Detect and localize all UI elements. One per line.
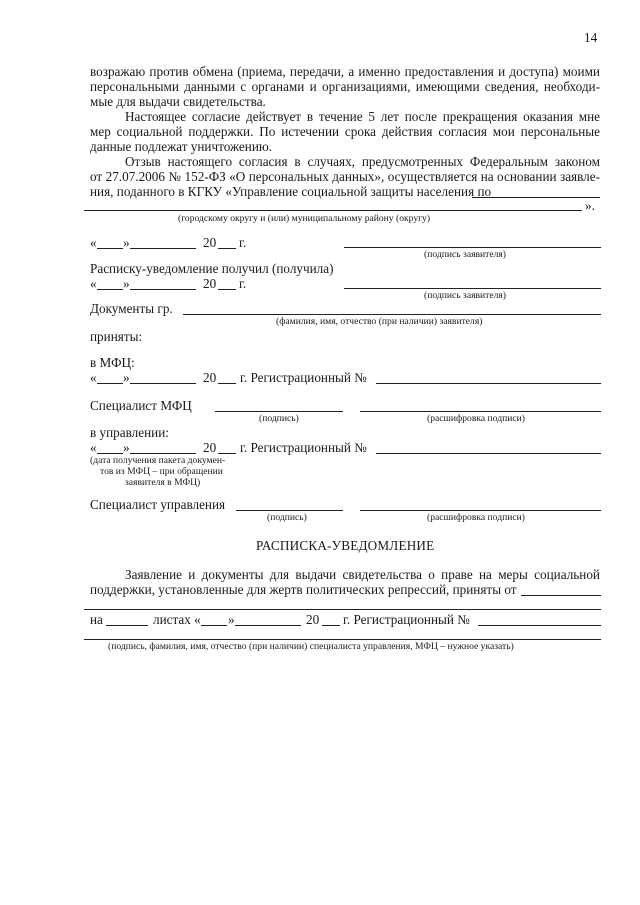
date-month-field[interactable] xyxy=(130,289,196,290)
consent-paragraph-line: мые для выдачи свидетельства. xyxy=(90,94,266,109)
reg-number-label: г. Регистрационный № xyxy=(343,612,470,627)
year-suffix: г. xyxy=(239,276,247,291)
year-prefix: 20 xyxy=(306,612,320,627)
consent-paragraph-line: персональными данными с органами и организациями, имеющими сведения, необходи- xyxy=(90,79,600,94)
sheets-label: листах « xyxy=(153,612,201,627)
department-specialist-signature-field[interactable] xyxy=(236,510,343,511)
page-number: 14 xyxy=(584,30,598,45)
signature-decode-caption: (расшифровка подписи) xyxy=(427,512,525,523)
reg-number-label: г. Регистрационный № xyxy=(240,370,367,385)
closing-quote: ». xyxy=(585,198,595,213)
applicant-signature-caption: (подпись заявителя) xyxy=(424,249,507,260)
date-quote-close: » xyxy=(123,235,130,250)
applicant-signature-field[interactable] xyxy=(344,288,601,289)
mfc-reg-number-field[interactable] xyxy=(376,383,601,384)
date-month-field[interactable] xyxy=(130,383,196,384)
department-label: в управлении: xyxy=(90,425,169,440)
date-day-field[interactable] xyxy=(201,625,227,626)
date-quote-open: « xyxy=(90,440,97,455)
district-name-field[interactable] xyxy=(84,210,582,211)
year-prefix: 20 xyxy=(203,276,217,291)
date-quote-open: « xyxy=(90,235,97,250)
date-quote-close: » xyxy=(123,276,130,291)
final-caption: (подпись, фамилия, имя, отчество (при наличии) специалиста управления, МФЦ – нужное указать) xyxy=(108,641,514,652)
date-year-field[interactable] xyxy=(218,383,236,384)
accepted-label: приняты: xyxy=(90,329,143,344)
date-year-field[interactable] xyxy=(322,625,340,626)
applicant-signature-caption: (подпись заявителя) xyxy=(424,290,507,301)
receipt-title: РАСПИСКА-УВЕДОМЛЕНИЕ xyxy=(256,538,435,553)
mfc-specialist-signature-field[interactable] xyxy=(215,411,343,412)
mfc-specialist-label: Специалист МФЦ xyxy=(90,398,192,413)
date-quote-open: « xyxy=(90,370,97,385)
date-quote-close: » xyxy=(228,612,235,627)
signature-caption: (подпись) xyxy=(267,512,307,523)
department-name-field[interactable] xyxy=(472,197,600,198)
receipt-text-line: Заявление и документы для выдачи свидетельства о праве на меры социальной xyxy=(125,567,600,582)
applicant-fio-field[interactable] xyxy=(183,314,601,315)
date-day-field[interactable] xyxy=(97,248,123,249)
signature-decode-caption: (расшифровка подписи) xyxy=(427,413,525,424)
year-prefix: 20 xyxy=(203,235,217,250)
consent-paragraph-line: возражаю против обмена (приема, передачи, а именно предоставления и доступа) моими xyxy=(90,64,600,79)
receipt-text-line: поддержки, установленные для жертв политических репрессий, приняты от xyxy=(90,582,517,597)
date-month-field[interactable] xyxy=(235,625,301,626)
applicant-fio-caption: (фамилия, имя, отчество (при наличии) заявителя) xyxy=(276,316,483,327)
date-month-field[interactable] xyxy=(130,248,196,249)
year-prefix: 20 xyxy=(203,370,217,385)
date-year-field[interactable] xyxy=(218,248,236,249)
package-date-note-line: (дата получения пакета докумен- xyxy=(90,455,226,466)
revocation-paragraph-line: Отзыв настоящего согласия в случаях, предусмотренных Федеральным законом xyxy=(125,154,600,169)
receipt-received-label: Расписку-уведомление получил (получила) xyxy=(90,261,334,276)
received-from-field-line2[interactable] xyxy=(84,609,601,610)
validity-paragraph-line: Настоящее согласие действует в течение 5 лет после прекращения оказания мне xyxy=(125,109,600,124)
year-prefix: 20 xyxy=(203,440,217,455)
signature-caption: (подпись) xyxy=(259,413,299,424)
package-date-note-line: тов из МФЦ – при обращении xyxy=(100,466,223,477)
date-quote-open: « xyxy=(90,276,97,291)
date-year-field[interactable] xyxy=(218,453,236,454)
sheets-count-field[interactable] xyxy=(106,625,148,626)
specialist-signature-field[interactable] xyxy=(84,639,601,640)
package-date-note-line: заявителя в МФЦ) xyxy=(125,477,201,488)
mfc-specialist-decode-field[interactable] xyxy=(360,411,601,412)
validity-paragraph-line: мер социальной поддержки. По истечении срока действия согласия мои персональные xyxy=(90,124,600,139)
reg-number-label: г. Регистрационный № xyxy=(240,440,367,455)
received-from-field[interactable] xyxy=(521,595,601,596)
date-day-field[interactable] xyxy=(97,289,123,290)
documents-label: Документы гр. xyxy=(90,301,173,316)
validity-paragraph-line: данные подлежат уничтожению. xyxy=(90,139,273,154)
revocation-paragraph-line: от 27.07.2006 № 152-ФЗ «О персональных данных», осуществляется на основании заявле- xyxy=(90,169,600,184)
on-label: на xyxy=(90,612,103,627)
date-year-field[interactable] xyxy=(218,289,236,290)
date-day-field[interactable] xyxy=(97,383,123,384)
district-caption: (городскому округу и (или) муниципальному району (округу) xyxy=(178,213,431,224)
receipt-reg-number-field[interactable] xyxy=(478,625,601,626)
department-reg-number-field[interactable] xyxy=(376,453,601,454)
date-quote-close: » xyxy=(123,440,130,455)
date-day-field[interactable] xyxy=(97,453,123,454)
date-quote-close: » xyxy=(123,370,130,385)
year-suffix: г. xyxy=(239,235,247,250)
revocation-paragraph-line: ния, поданного в КГКУ «Управление социальной защиты населения по xyxy=(90,184,492,199)
department-specialist-label: Специалист управления xyxy=(90,497,226,512)
department-specialist-decode-field[interactable] xyxy=(360,510,601,511)
applicant-signature-field[interactable] xyxy=(344,247,601,248)
date-month-field[interactable] xyxy=(130,453,196,454)
mfc-label: в МФЦ: xyxy=(90,355,135,370)
